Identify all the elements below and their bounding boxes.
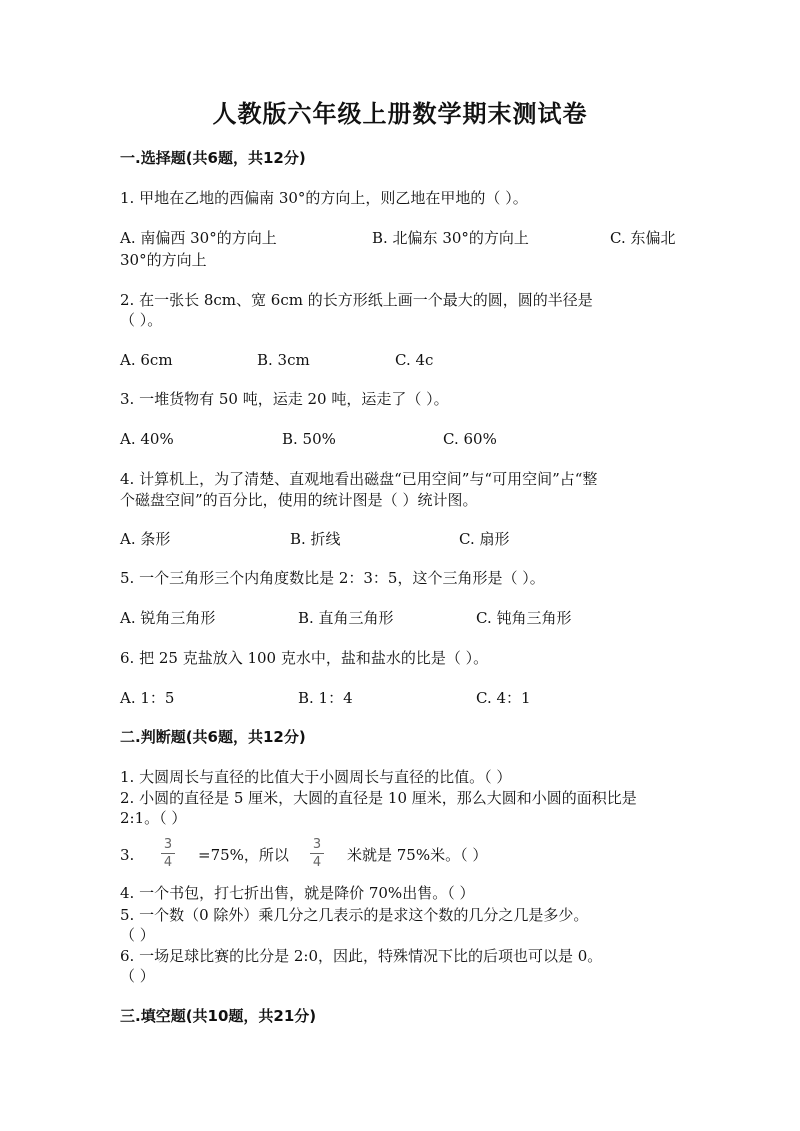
- q3-option-a: A. 40%: [120, 430, 174, 448]
- q2-option-b: B. 3cm: [257, 351, 310, 369]
- q6-stem: 6. 把 25 克盐放入 100 克水中，盐和盐水的比是（ ）。: [120, 649, 489, 667]
- q1-option-b: B. 北偏东 30°的方向上: [372, 229, 529, 247]
- judge-3-middle: =75%，所以: [198, 846, 289, 864]
- judge-2-line1: 2. 小圆的直径是 5 厘米，大圆的直径是 10 厘米，那么大圆和小圆的面积比是: [120, 789, 637, 807]
- judge-5-line2: （ ）: [120, 926, 155, 944]
- fraction-denominator: 4: [163, 855, 173, 870]
- q2-stem-line2: （ ）。: [120, 311, 163, 329]
- judge-1: 1. 大圆周长与直径的比值大于小圆周长与直径的比值。（ ）: [120, 768, 512, 786]
- section-heading-judge: 二.判断题(共6题，共12分): [120, 728, 306, 746]
- judge-3-end: 米就是 75%米。（ ）: [347, 846, 488, 864]
- section-heading-fill: 三.填空题(共10题，共21分): [120, 1007, 317, 1025]
- q6-option-c: C. 4：1: [476, 689, 531, 707]
- q1-option-c-cont: 30°的方向上: [120, 251, 207, 269]
- q4-option-a: A. 条形: [120, 530, 171, 548]
- q1-option-a: A. 南偏西 30°的方向上: [120, 229, 277, 247]
- fraction-three-quarters: [161, 837, 175, 870]
- q5-option-a: A. 锐角三角形: [120, 609, 216, 627]
- q4-stem-line1: 4. 计算机上，为了清楚、直观地看出磁盘“已用空间”与“可用空间”占“整: [120, 470, 598, 488]
- q6-option-b: B. 1：4: [298, 689, 353, 707]
- q4-option-b: B. 折线: [290, 530, 341, 548]
- judge-4: 4. 一个书包，打七折出售，就是降价 70%出售。（ ）: [120, 884, 475, 902]
- q4-stem-line2: 个磁盘空间”的百分比，使用的统计图是（ ）统计图。: [120, 491, 478, 509]
- q3-option-c: C. 60%: [443, 430, 497, 448]
- q1-option-c: C. 东偏北: [610, 229, 676, 247]
- judge-6-line2: （ ）: [120, 967, 155, 985]
- page-title: 人教版六年级上册数学期末测试卷: [212, 99, 588, 128]
- judge-3-number: 3.: [120, 846, 135, 864]
- fraction-numerator: 3: [312, 837, 322, 852]
- fraction-denominator: 4: [312, 855, 322, 870]
- q2-stem-line1: 2. 在一张长 8cm、宽 6cm 的长方形纸上画一个最大的圆，圆的半径是: [120, 291, 593, 309]
- judge-5-line1: 5. 一个数（0 除外）乘几分之几表示的是求这个数的几分之几是多少。: [120, 906, 589, 924]
- q5-option-b: B. 直角三角形: [298, 609, 394, 627]
- q5-option-c: C. 钝角三角形: [476, 609, 572, 627]
- fraction-three-quarters-2: [310, 837, 324, 870]
- fraction-bar: [161, 853, 175, 854]
- q2-option-c: C. 4c: [395, 351, 434, 369]
- judge-2-line2: 2:1。（ ）: [120, 809, 187, 827]
- fraction-bar: [310, 853, 324, 854]
- q5-stem: 5. 一个三角形三个内角度数比是 2：3：5，这个三角形是（ ）。: [120, 569, 545, 587]
- q3-option-b: B. 50%: [282, 430, 336, 448]
- q3-stem: 3. 一堆货物有 50 吨，运走 20 吨，运走了（ ）。: [120, 390, 449, 408]
- fraction-numerator: 3: [163, 837, 173, 852]
- q1-stem: 1. 甲地在乙地的西偏南 30°的方向上，则乙地在甲地的（ ）。: [120, 189, 528, 207]
- q4-option-c: C. 扇形: [459, 530, 510, 548]
- q6-option-a: A. 1：5: [120, 689, 175, 707]
- section-heading-choice: 一.选择题(共6题，共12分): [120, 149, 306, 167]
- judge-6-line1: 6. 一场足球比赛的比分是 2:0，因此，特殊情况下比的后项也可以是 0。: [120, 947, 603, 965]
- q2-option-a: A. 6cm: [120, 351, 173, 369]
